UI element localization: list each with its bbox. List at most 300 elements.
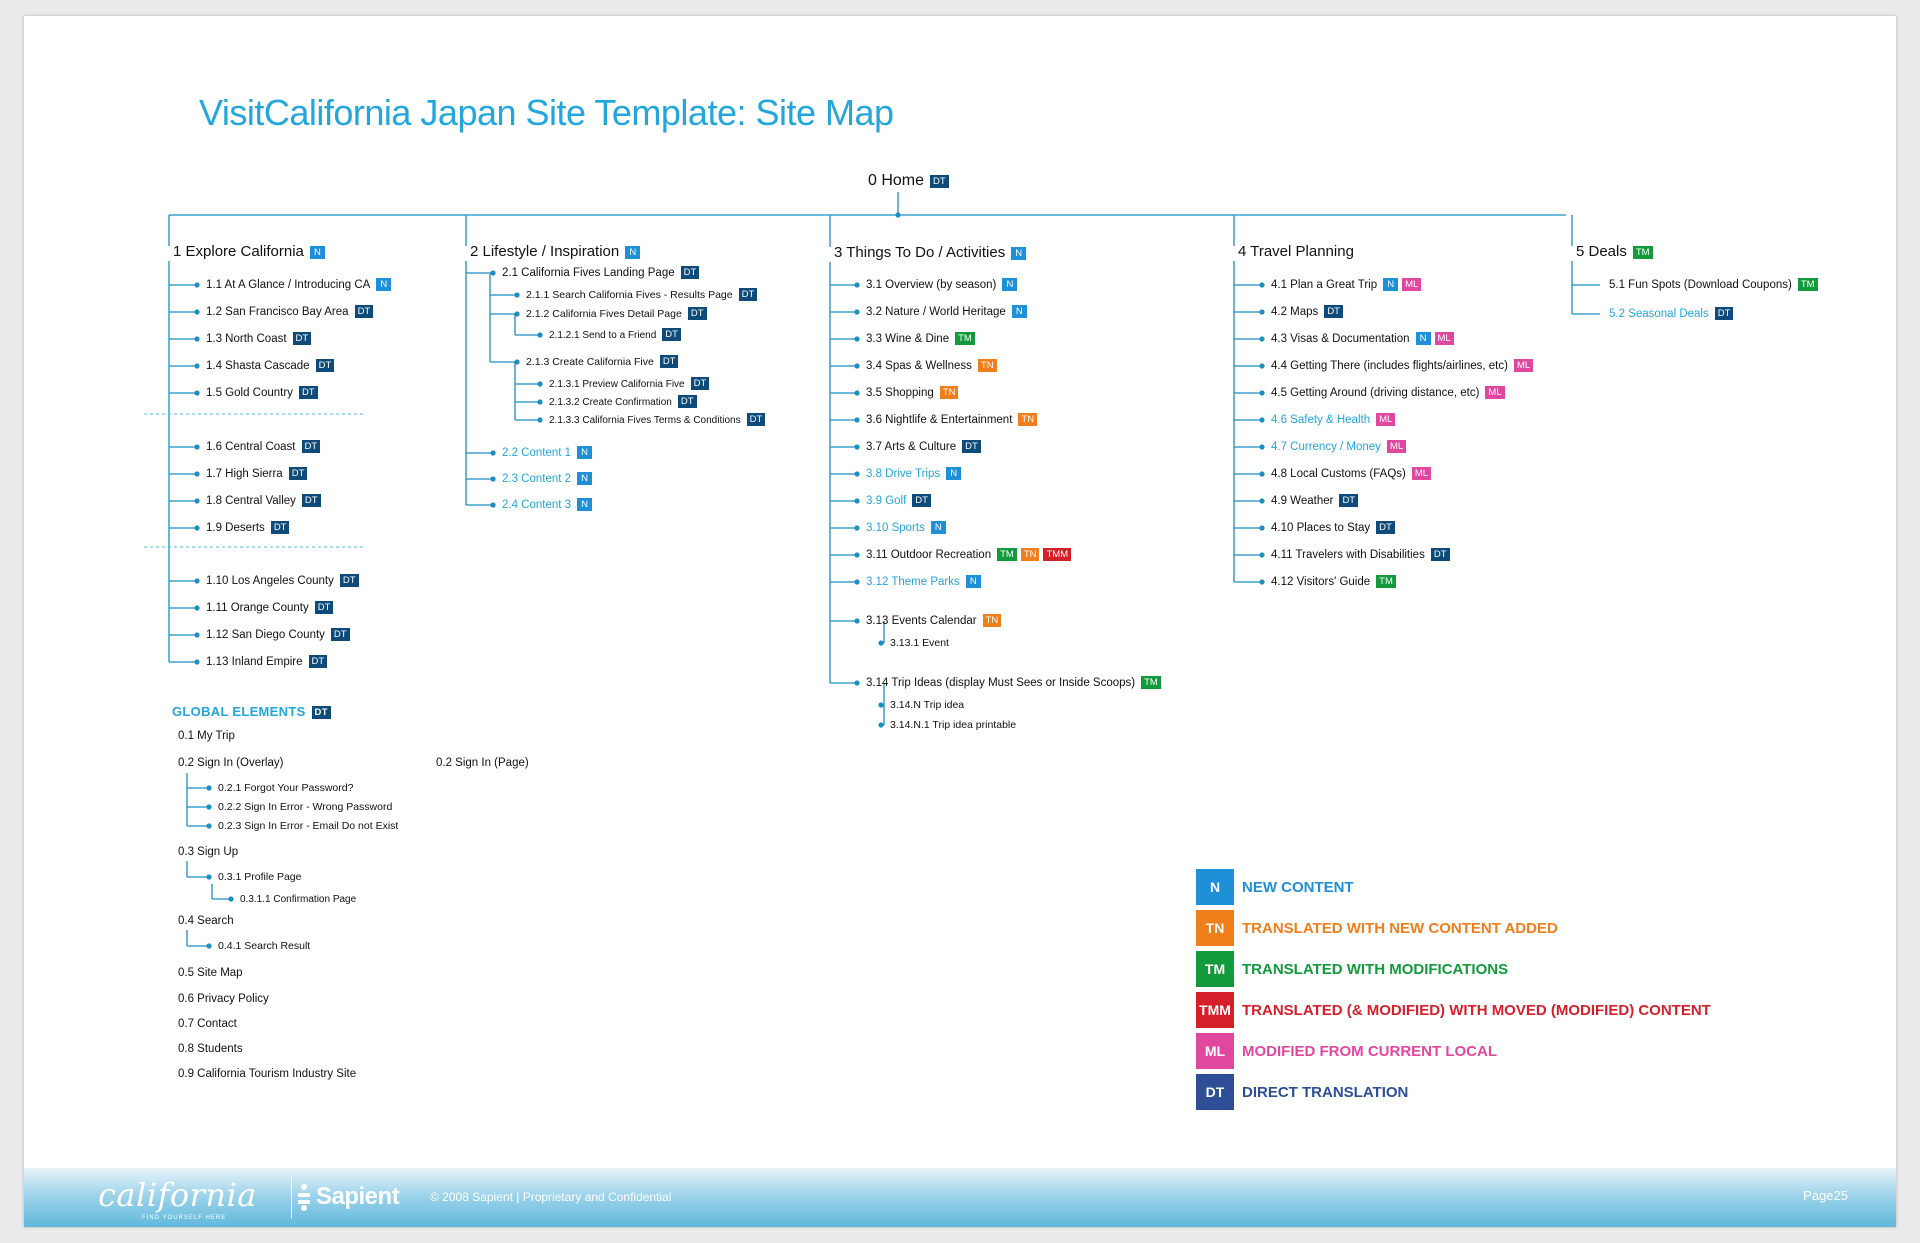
item-2-7-label: 2.1.3.2 Create Confirmation bbox=[549, 397, 672, 408]
item-4-11[interactable] bbox=[1271, 548, 1450, 563]
item-4-9-badge-dt: DT bbox=[1339, 494, 1358, 507]
item-5-1-label: 5.1 Fun Spots (Download Coupons) bbox=[1609, 279, 1792, 291]
item-3-13-badge-tn: TN bbox=[983, 614, 1002, 627]
item-3-16-label: 3.14.N Trip idea bbox=[890, 699, 965, 711]
item-2-5-label: 2.1.3 Create California Five bbox=[526, 356, 654, 368]
connector-dot bbox=[194, 659, 199, 664]
connector-dot bbox=[194, 498, 199, 503]
item-1-9-badge-dt: DT bbox=[271, 521, 290, 534]
item-4-11-label: 4.11 Travelers with Disabilities bbox=[1271, 549, 1425, 561]
item-3-2-badge-n: N bbox=[1012, 305, 1027, 318]
connector-dot bbox=[1259, 498, 1264, 503]
item-2-11[interactable] bbox=[502, 498, 592, 513]
item-3-12[interactable] bbox=[866, 575, 981, 590]
connector-dot bbox=[854, 417, 859, 422]
connector-dot bbox=[854, 471, 859, 476]
item-2-11-badge-n: N bbox=[577, 498, 592, 511]
item-4-12-badge-tm: TM bbox=[1376, 575, 1396, 588]
item-1-1-badge-n: N bbox=[376, 278, 391, 291]
global-elements-badge-dt: DT bbox=[312, 706, 331, 719]
item-3-3[interactable] bbox=[866, 332, 975, 347]
item-4-5-badge-ml: ML bbox=[1485, 386, 1504, 399]
item-3-5-label: 3.5 Shopping bbox=[866, 387, 934, 399]
item-2-8-badge-dt: DT bbox=[747, 413, 766, 426]
item-3-7-badge-dt: DT bbox=[962, 440, 981, 453]
item-1-2-label: 1.2 San Francisco Bay Area bbox=[206, 306, 349, 318]
item-1-3-label: 1.3 North Coast bbox=[206, 333, 287, 345]
item-1-11-label: 1.11 Orange County bbox=[206, 602, 309, 614]
global-item-2[interactable] bbox=[178, 756, 283, 771]
item-1-3[interactable] bbox=[206, 332, 311, 347]
item-3-3-badge-tm: TM bbox=[955, 332, 975, 345]
item-1-6-badge-dt: DT bbox=[302, 440, 321, 453]
global-item-15-label: 0.8 Students bbox=[178, 1043, 243, 1055]
item-2-2[interactable] bbox=[526, 288, 757, 303]
legend-swatch: TN bbox=[1196, 910, 1234, 946]
item-2-3-badge-dt: DT bbox=[688, 307, 707, 320]
page bbox=[24, 16, 1896, 1227]
item-4-12-label: 4.12 Visitors' Guide bbox=[1271, 576, 1371, 588]
global-item-11[interactable] bbox=[218, 939, 310, 954]
item-2-1-badge-dt: DT bbox=[681, 266, 700, 279]
item-2-7-badge-dt: DT bbox=[678, 395, 697, 408]
item-3-5-badge-tn: TN bbox=[940, 386, 959, 399]
item-3-10-badge-n: N bbox=[931, 521, 946, 534]
item-3-7-label: 3.7 Arts & Culture bbox=[866, 441, 957, 453]
item-1-1-label: 1.1 At A Glance / Introducing CA bbox=[206, 279, 371, 291]
global-item-6-label: 0.2.3 Sign In Error - Email Do not Exist bbox=[218, 820, 399, 832]
connector-dot bbox=[1259, 417, 1264, 422]
connector-dot bbox=[194, 363, 199, 368]
connector-dot bbox=[194, 525, 199, 530]
legend-swatch: N bbox=[1196, 869, 1234, 905]
legend-label: NEW CONTENT bbox=[1242, 879, 1354, 896]
item-3-11[interactable] bbox=[866, 548, 1071, 563]
connector-dot bbox=[854, 618, 859, 623]
connector-dot bbox=[854, 498, 859, 503]
section-5[interactable] bbox=[1576, 243, 1653, 261]
item-2-2-badge-dt: DT bbox=[739, 288, 758, 301]
footer-divider bbox=[291, 1178, 292, 1218]
item-4-5[interactable] bbox=[1271, 386, 1505, 401]
item-1-7-label: 1.7 High Sierra bbox=[206, 468, 283, 480]
item-2-8[interactable] bbox=[549, 413, 765, 428]
item-2-3[interactable] bbox=[526, 307, 707, 322]
connector-dot bbox=[854, 390, 859, 395]
item-3-2[interactable] bbox=[866, 305, 1027, 320]
california-logo: california bbox=[98, 1176, 257, 1214]
connector-dot bbox=[206, 943, 211, 948]
item-4-3-badge-ml: ML bbox=[1435, 332, 1454, 345]
global-item-2-label: 0.2 Sign In (Overlay) bbox=[178, 757, 284, 769]
item-2-4-label: 2.1.2.1 Send to a Friend bbox=[549, 330, 657, 341]
item-1-3-badge-dt: DT bbox=[293, 332, 312, 345]
item-3-14[interactable] bbox=[890, 636, 949, 651]
item-1-2[interactable] bbox=[206, 305, 373, 320]
california-tagline: FIND YOURSELF HERE bbox=[142, 1215, 227, 1221]
item-3-10-label: 3.10 Sports bbox=[866, 522, 925, 534]
node-home-label: 0 Home bbox=[868, 172, 925, 189]
global-item-3[interactable] bbox=[436, 756, 529, 771]
connector-dot bbox=[194, 309, 199, 314]
item-3-4[interactable] bbox=[866, 359, 997, 374]
sapient-logo-icon bbox=[296, 1182, 312, 1212]
node-home-badge-dt: DT bbox=[930, 175, 949, 188]
connector-dot bbox=[854, 552, 859, 557]
item-4-2[interactable] bbox=[1271, 305, 1343, 320]
item-4-8-label: 4.8 Local Customs (FAQs) bbox=[1271, 468, 1406, 480]
item-4-2-label: 4.2 Maps bbox=[1271, 306, 1319, 318]
item-4-7[interactable] bbox=[1271, 440, 1406, 455]
item-3-6-label: 3.6 Nightlife & Entertainment bbox=[866, 414, 1013, 426]
connector-dot bbox=[878, 702, 883, 707]
item-3-12-badge-n: N bbox=[966, 575, 981, 588]
global-item-10[interactable] bbox=[178, 914, 234, 929]
item-4-8[interactable] bbox=[1271, 467, 1431, 482]
item-3-8-badge-n: N bbox=[946, 467, 961, 480]
legend-swatch: TMM bbox=[1196, 992, 1234, 1028]
item-4-4-badge-ml: ML bbox=[1514, 359, 1533, 372]
item-3-17-label: 3.14.N.1 Trip idea printable bbox=[890, 719, 1017, 731]
connector-dot bbox=[878, 640, 883, 645]
item-3-9-badge-dt: DT bbox=[912, 494, 931, 507]
item-1-10-label: 1.10 Los Angeles County bbox=[206, 575, 334, 587]
item-1-5-badge-dt: DT bbox=[299, 386, 318, 399]
connector-dot bbox=[194, 605, 199, 610]
global-item-14[interactable] bbox=[178, 1017, 237, 1032]
item-1-8-label: 1.8 Central Valley bbox=[206, 495, 296, 507]
item-2-1[interactable] bbox=[502, 266, 699, 281]
item-1-8-badge-dt: DT bbox=[302, 494, 321, 507]
item-3-8-label: 3.8 Drive Trips bbox=[866, 468, 941, 480]
item-3-11-badge-tmm: TMM bbox=[1043, 548, 1071, 561]
legend-swatch: ML bbox=[1196, 1033, 1234, 1069]
item-1-13[interactable] bbox=[206, 655, 327, 670]
item-4-1[interactable] bbox=[1271, 278, 1421, 293]
item-1-11[interactable] bbox=[206, 601, 333, 616]
connector-dot bbox=[194, 390, 199, 395]
item-1-1[interactable] bbox=[206, 278, 391, 293]
item-2-11-label: 2.4 Content 3 bbox=[502, 499, 572, 511]
item-3-6[interactable] bbox=[866, 413, 1037, 428]
item-1-7[interactable] bbox=[206, 467, 307, 482]
global-item-16[interactable] bbox=[178, 1067, 356, 1082]
section-2[interactable] bbox=[470, 243, 640, 261]
item-2-9[interactable] bbox=[502, 446, 592, 461]
connector-dot bbox=[194, 632, 199, 637]
item-1-13-badge-dt: DT bbox=[309, 655, 328, 668]
item-2-4-badge-dt: DT bbox=[662, 328, 681, 341]
item-3-9-label: 3.9 Golf bbox=[866, 495, 907, 507]
item-3-11-badge-tn: TN bbox=[1021, 548, 1040, 561]
global-item-16-label: 0.9 California Tourism Industry Site bbox=[178, 1068, 357, 1080]
footer bbox=[24, 1168, 1896, 1227]
item-3-4-label: 3.4 Spas & Wellness bbox=[866, 360, 972, 372]
section-5-badge-tm: TM bbox=[1633, 246, 1653, 259]
item-4-6-badge-ml: ML bbox=[1376, 413, 1395, 426]
connector-dot bbox=[1259, 552, 1264, 557]
item-3-13[interactable] bbox=[866, 614, 1001, 629]
connector-dot bbox=[194, 578, 199, 583]
connector-dot bbox=[194, 282, 199, 287]
global-item-12[interactable] bbox=[178, 966, 243, 981]
global-item-10-label: 0.4 Search bbox=[178, 915, 234, 927]
item-2-5[interactable] bbox=[526, 355, 678, 370]
connector-dot bbox=[490, 450, 495, 455]
legend-label: TRANSLATED WITH NEW CONTENT ADDED bbox=[1242, 920, 1558, 937]
connector-dot bbox=[854, 444, 859, 449]
item-3-12-label: 3.12 Theme Parks bbox=[866, 576, 960, 588]
item-2-10-label: 2.3 Content 2 bbox=[502, 473, 572, 485]
item-3-15-badge-tm: TM bbox=[1141, 676, 1161, 689]
legend-label: MODIFIED FROM CURRENT LOCAL bbox=[1242, 1043, 1497, 1060]
item-3-11-label: 3.11 Outdoor Recreation bbox=[866, 549, 992, 561]
item-1-12[interactable] bbox=[206, 628, 350, 643]
item-2-1-label: 2.1 California Fives Landing Page bbox=[502, 267, 675, 279]
item-3-10[interactable] bbox=[866, 521, 946, 536]
global-item-5[interactable] bbox=[218, 800, 392, 815]
item-4-2-badge-dt: DT bbox=[1324, 305, 1343, 318]
item-1-12-label: 1.12 San Diego County bbox=[206, 629, 325, 641]
item-3-2-label: 3.2 Nature / World Heritage bbox=[866, 306, 1006, 318]
item-1-10-badge-dt: DT bbox=[340, 574, 359, 587]
item-1-4[interactable] bbox=[206, 359, 334, 374]
item-3-5[interactable] bbox=[866, 386, 958, 401]
item-2-10-badge-n: N bbox=[577, 472, 592, 485]
connector-dot bbox=[854, 309, 859, 314]
section-3-label: 3 Things To Do / Activities bbox=[834, 244, 1006, 261]
item-3-8[interactable] bbox=[866, 467, 961, 482]
section-5-label: 5 Deals bbox=[1576, 243, 1627, 260]
item-3-1-badge-n: N bbox=[1002, 278, 1017, 291]
item-5-2-badge-dt: DT bbox=[1715, 307, 1734, 320]
global-elements-heading-label: GLOBAL ELEMENTS bbox=[172, 704, 306, 719]
global-item-11-label: 0.4.1 Search Result bbox=[218, 940, 311, 952]
connector-dot bbox=[1259, 282, 1264, 287]
section-3-badge-n: N bbox=[1011, 247, 1026, 260]
connector-dot bbox=[514, 292, 519, 297]
item-4-4[interactable] bbox=[1271, 359, 1533, 374]
item-3-1[interactable] bbox=[866, 278, 1017, 293]
connector-dot bbox=[1259, 525, 1264, 530]
item-3-7[interactable] bbox=[866, 440, 981, 455]
global-item-4[interactable] bbox=[218, 781, 353, 796]
section-1[interactable] bbox=[173, 243, 325, 261]
connector-dot bbox=[514, 359, 519, 364]
item-1-10[interactable] bbox=[206, 574, 359, 589]
item-3-14-label: 3.13.1 Event bbox=[890, 637, 949, 649]
item-4-1-label: 4.1 Plan a Great Trip bbox=[1271, 279, 1378, 291]
global-item-8[interactable] bbox=[218, 870, 301, 885]
item-2-6-badge-dt: DT bbox=[691, 377, 710, 390]
connector-dot bbox=[206, 874, 211, 879]
item-1-5-label: 1.5 Gold Country bbox=[206, 387, 293, 399]
connector-dot bbox=[537, 381, 542, 386]
item-4-10-badge-dt: DT bbox=[1376, 521, 1395, 534]
item-2-4[interactable] bbox=[549, 328, 681, 343]
item-2-10[interactable] bbox=[502, 472, 592, 487]
item-5-2-label: 5.2 Seasonal Deals bbox=[1609, 308, 1709, 320]
connector-dot bbox=[1259, 471, 1264, 476]
item-1-5[interactable] bbox=[206, 386, 318, 401]
item-4-3-label: 4.3 Visas & Documentation bbox=[1271, 333, 1410, 345]
section-3[interactable] bbox=[834, 244, 1026, 262]
connector-dot bbox=[878, 722, 883, 727]
connector-dot bbox=[194, 471, 199, 476]
connector-dot bbox=[1259, 309, 1264, 314]
item-3-15[interactable] bbox=[866, 676, 1161, 691]
item-4-11-badge-dt: DT bbox=[1431, 548, 1450, 561]
item-4-7-label: 4.7 Currency / Money bbox=[1271, 441, 1381, 453]
connector-dot bbox=[490, 270, 495, 275]
connector-dot bbox=[490, 476, 495, 481]
item-2-2-label: 2.1.1 Search California Fives - Results Page bbox=[526, 289, 733, 301]
connector-dot bbox=[1259, 579, 1264, 584]
item-2-6[interactable] bbox=[549, 377, 709, 392]
section-1-badge-n: N bbox=[310, 246, 325, 259]
item-1-2-badge-dt: DT bbox=[355, 305, 374, 318]
section-2-label: 2 Lifestyle / Inspiration bbox=[470, 243, 620, 260]
item-4-4-label: 4.4 Getting There (includes flights/airlines, etc) bbox=[1271, 360, 1508, 372]
item-3-17[interactable] bbox=[890, 718, 1016, 733]
global-item-9[interactable] bbox=[240, 892, 356, 907]
global-item-14-label: 0.7 Contact bbox=[178, 1018, 237, 1030]
item-1-13-label: 1.13 Inland Empire bbox=[206, 656, 303, 668]
item-3-1-label: 3.1 Overview (by season) bbox=[866, 279, 997, 291]
section-2-badge-n: N bbox=[625, 246, 640, 259]
item-3-3-label: 3.3 Wine & Dine bbox=[866, 333, 950, 345]
item-4-1-badge-n: N bbox=[1383, 278, 1398, 291]
copyright-text: © 2008 Sapient | Proprietary and Confidential bbox=[430, 1190, 672, 1204]
item-3-4-badge-tn: TN bbox=[978, 359, 997, 372]
item-4-10-label: 4.10 Places to Stay bbox=[1271, 522, 1371, 534]
sitemap-connectors bbox=[24, 16, 1896, 1166]
item-3-6-badge-tn: TN bbox=[1018, 413, 1037, 426]
item-1-6[interactable] bbox=[206, 440, 320, 455]
item-4-6-label: 4.6 Safety & Health bbox=[1271, 414, 1371, 426]
item-4-9[interactable] bbox=[1271, 494, 1358, 509]
connector-dot bbox=[194, 336, 199, 341]
connector-dot bbox=[537, 417, 542, 422]
connector-dot bbox=[206, 785, 211, 790]
item-5-1-badge-tm: TM bbox=[1798, 278, 1818, 291]
global-item-9-label: 0.3.1.1 Confirmation Page bbox=[240, 894, 357, 905]
item-4-10[interactable] bbox=[1271, 521, 1395, 536]
global-item-1-label: 0.1 My Trip bbox=[178, 730, 235, 742]
connector-dot bbox=[490, 502, 495, 507]
item-2-8-label: 2.1.3.3 California Fives Terms & Conditions bbox=[549, 415, 741, 426]
item-5-2[interactable] bbox=[1609, 307, 1733, 322]
item-1-12-badge-dt: DT bbox=[331, 628, 350, 641]
global-item-4-label: 0.2.1 Forgot Your Password? bbox=[218, 782, 354, 794]
item-4-7-badge-ml: ML bbox=[1387, 440, 1406, 453]
connector-dot bbox=[194, 444, 199, 449]
item-3-9[interactable] bbox=[866, 494, 931, 509]
item-2-5-badge-dt: DT bbox=[660, 355, 679, 368]
legend-swatch: TM bbox=[1196, 951, 1234, 987]
legend-label: TRANSLATED (& MODIFIED) WITH MOVED (MODIFIED) CONTENT bbox=[1242, 1002, 1711, 1019]
item-1-9-label: 1.9 Deserts bbox=[206, 522, 265, 534]
global-elements-heading bbox=[172, 704, 331, 719]
connector-dot bbox=[854, 282, 859, 287]
connector-dot bbox=[1259, 390, 1264, 395]
section-4[interactable] bbox=[1238, 243, 1354, 261]
global-item-7[interactable] bbox=[178, 845, 238, 860]
item-4-3-badge-n: N bbox=[1416, 332, 1431, 345]
sapient-logo: Sapient bbox=[316, 1183, 400, 1210]
item-4-5-label: 4.5 Getting Around (driving distance, etc) bbox=[1271, 387, 1480, 399]
connector-dot bbox=[206, 804, 211, 809]
item-4-1-badge-ml: ML bbox=[1402, 278, 1421, 291]
global-item-3-label: 0.2 Sign In (Page) bbox=[436, 757, 529, 769]
item-1-11-badge-dt: DT bbox=[315, 601, 334, 614]
connector-dot bbox=[854, 579, 859, 584]
connector-dot bbox=[1259, 336, 1264, 341]
item-2-6-label: 2.1.3.1 Preview California Five bbox=[549, 379, 685, 390]
connector-dot bbox=[854, 525, 859, 530]
global-item-15[interactable] bbox=[178, 1042, 243, 1057]
legend-label: DIRECT TRANSLATION bbox=[1242, 1084, 1409, 1101]
connector-dot bbox=[1259, 363, 1264, 368]
item-4-9-label: 4.9 Weather bbox=[1271, 495, 1334, 507]
section-4-label: 4 Travel Planning bbox=[1238, 243, 1354, 260]
item-3-16[interactable] bbox=[890, 698, 964, 713]
item-4-3[interactable] bbox=[1271, 332, 1454, 347]
item-5-1[interactable] bbox=[1609, 278, 1818, 293]
global-item-13-label: 0.6 Privacy Policy bbox=[178, 993, 269, 1005]
global-item-6[interactable] bbox=[218, 819, 398, 834]
global-item-12-label: 0.5 Site Map bbox=[178, 967, 243, 979]
item-2-9-label: 2.2 Content 1 bbox=[502, 447, 572, 459]
global-item-13[interactable] bbox=[178, 992, 269, 1007]
item-2-3-label: 2.1.2 California Fives Detail Page bbox=[526, 308, 682, 320]
connector-dot bbox=[228, 896, 233, 901]
page-number: Page25 bbox=[1803, 1188, 1848, 1203]
item-4-8-badge-ml: ML bbox=[1412, 467, 1431, 480]
item-4-6[interactable] bbox=[1271, 413, 1395, 428]
item-1-8[interactable] bbox=[206, 494, 321, 509]
connector-dot bbox=[854, 336, 859, 341]
item-3-15-label: 3.14 Trip Ideas (display Must Sees or Inside Scoops) bbox=[866, 677, 1136, 689]
connector-dot bbox=[537, 332, 542, 337]
item-3-13-label: 3.13 Events Calendar bbox=[866, 615, 977, 627]
page-title: VisitCalifornia Japan Site Template: Site Map bbox=[199, 92, 894, 133]
item-4-12[interactable] bbox=[1271, 575, 1396, 590]
connector-dot bbox=[514, 311, 519, 316]
global-item-5-label: 0.2.2 Sign In Error - Wrong Password bbox=[218, 801, 393, 813]
item-1-9[interactable] bbox=[206, 521, 289, 536]
item-2-9-badge-n: N bbox=[577, 446, 592, 459]
node-home[interactable] bbox=[868, 172, 949, 190]
connector-dot bbox=[854, 680, 859, 685]
connector-dot bbox=[854, 363, 859, 368]
connector-dot bbox=[537, 399, 542, 404]
legend-label: TRANSLATED WITH MODIFICATIONS bbox=[1242, 961, 1509, 978]
global-item-8-label: 0.3.1 Profile Page bbox=[218, 871, 302, 883]
item-2-7[interactable] bbox=[549, 395, 697, 410]
section-1-label: 1 Explore California bbox=[173, 243, 304, 260]
connector-dot bbox=[1259, 444, 1264, 449]
item-3-11-badge-tm: TM bbox=[997, 548, 1017, 561]
item-1-7-badge-dt: DT bbox=[289, 467, 308, 480]
global-item-1[interactable] bbox=[178, 729, 235, 744]
item-1-4-label: 1.4 Shasta Cascade bbox=[206, 360, 310, 372]
global-item-7-label: 0.3 Sign Up bbox=[178, 846, 239, 858]
item-1-6-label: 1.6 Central Coast bbox=[206, 441, 296, 453]
connector-dot bbox=[206, 823, 211, 828]
item-1-4-badge-dt: DT bbox=[316, 359, 335, 372]
legend-swatch: DT bbox=[1196, 1074, 1234, 1110]
